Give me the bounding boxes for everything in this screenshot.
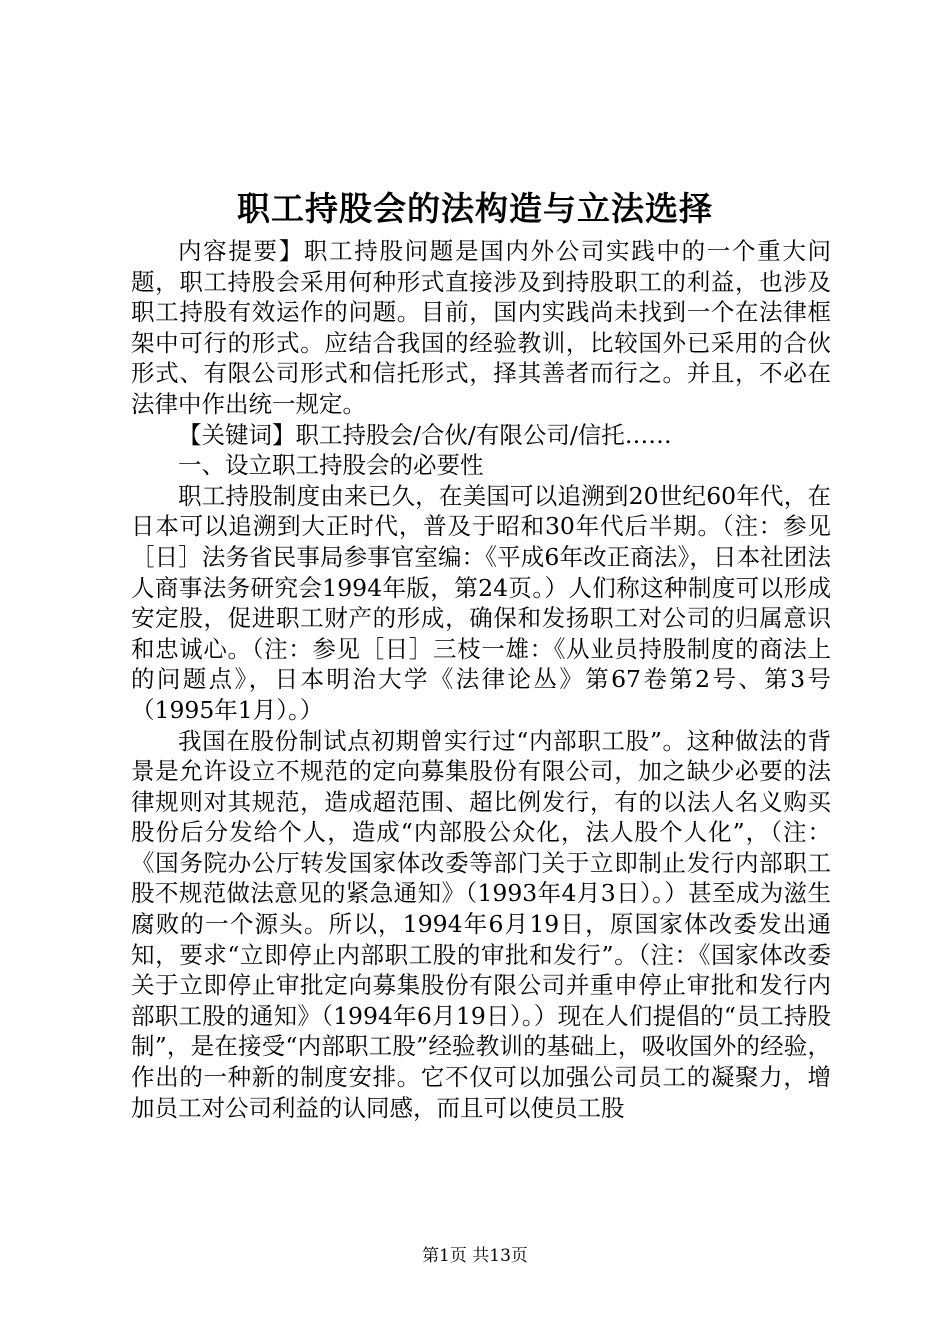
section-heading: 一、设立职工持股会的必要性 [178,451,484,480]
document-body [131,236,831,1123]
paragraph-body: 我国在股份制试点初期曾实行过“内部职工股”。这种做法的背景是允许设立不规范的定向募集股份有限公司，加之缺少必要的法律规则对其规范，造成超范围、超比例发行，有的以法人名义购买股份后分发给个人，造成“内部股公众化，法人股个人化”，（注：《国务院办公厅转发国家体改委等部门关于立即制止发行内部职工股不规范做法意见的紧急通知》（1993年4月3日）。）甚至成为滋生腐败的一个源头。所以，1994年6月19日，原国家体改委发出通知，要求“立即停止内部职工股的审批和发行”。（注：《国家体改委关于立即停止审批定向募集股份有限公司并重申停止审批和发行内部职工股的通知》（1994年6月19日）。）现在人们提倡的“员工持股制”，是在接受“内部职工股”经验教训的基础上，吸收国外的经验，作出的一种新的制度安排。它不仅可以加强公司员工的凝聚力，增加员工对公司利益的认同感，而且可以使员工股 [131,726,831,1122]
paragraph-abstract: 内容提要】职工持股问题是国内外公司实践中的一个重大问题，职工持股会采用何种形式直接涉及到持股职工的利益，也涉及职工持股有效运作的问题。目前，国内实践尚未找到一个在法律框架中可行的形式。应结合我国的经验教训，比较国外已采用的合伙形式、有限公司形式和信托形式，择其善者而行之。并且，不必在法律中作出统一规定。 [131,237,831,418]
paragraph-body: 职工持股制度由来已久，在美国可以追溯到20世纪60年代，在日本可以追溯到大正时代，普及于昭和30年代后半期。（注：参见［日］法务省民事局参事官室编：《平成6年改正商法》，日本社团法人商事法务研究会1994年版，第24页。）人们称这种制度可以形成安定股，促进职工财产的形成，确保和发扬职工对公司的归属意识和忠诚心。（注：参见［日］三枝一雄：《从业员持股制度的商法上的问题点》，日本明治大学《法律论丛》第67卷第2号、第3号（1995年1月）。） [131,481,831,724]
paragraph-keywords: 【关键词】职工持股会/合伙/有限公司/信托…… [178,420,672,449]
page-number-footer: 第1页 共13页 [422,1246,528,1266]
document-title: 职工持股会的法构造与立法选择 [237,189,713,228]
